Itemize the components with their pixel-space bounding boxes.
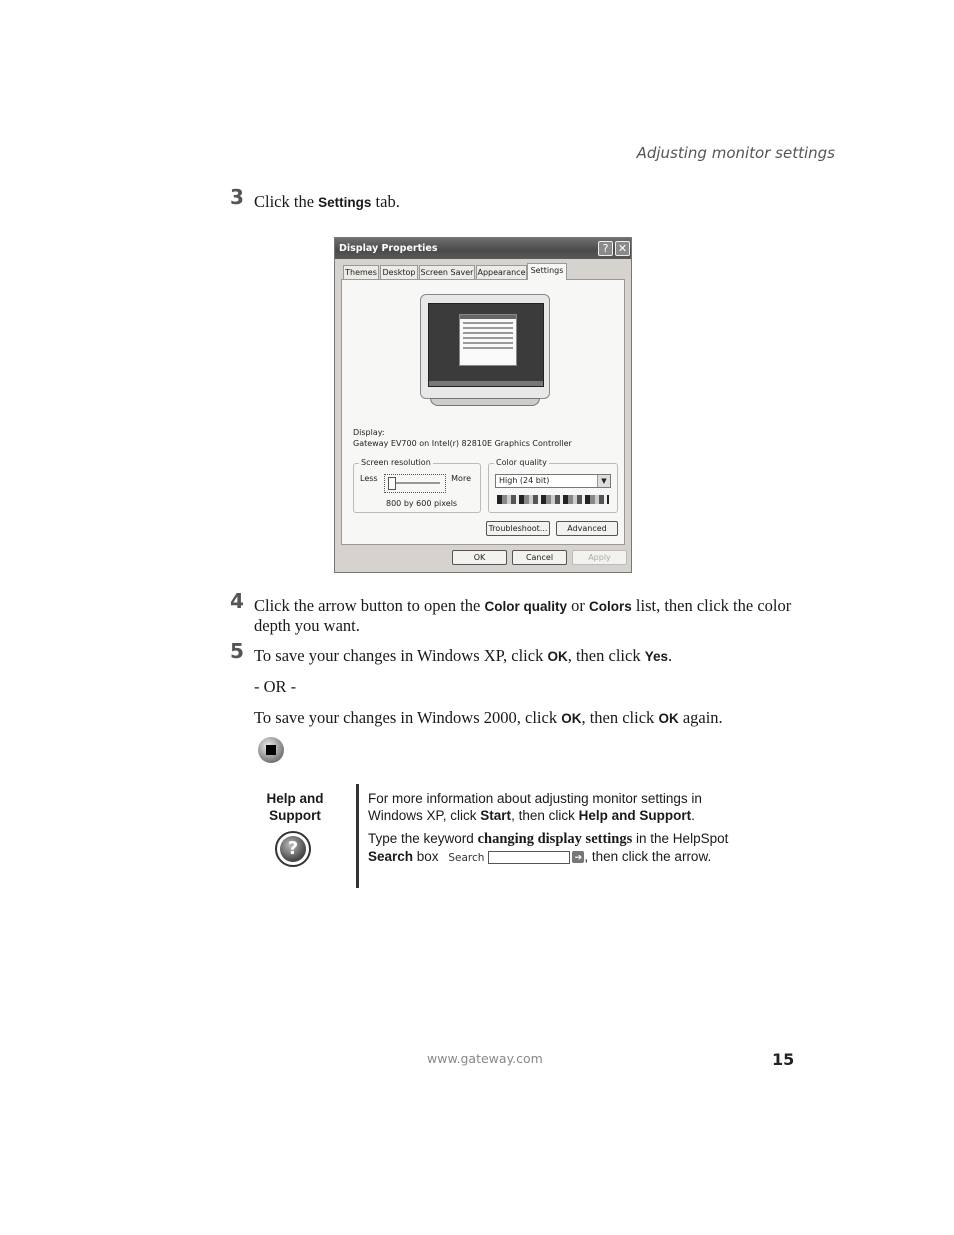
step-number: 5 <box>230 639 244 663</box>
step-text: tab. <box>371 192 400 211</box>
help-paragraph: For more information about adjusting monitor settings in Windows XP, click Start, then click Help and Support. <box>368 791 702 823</box>
resolution-slider[interactable] <box>384 474 446 493</box>
step-text: , then click <box>581 708 659 727</box>
slider-less-label: Less <box>360 474 378 483</box>
page-number: 15 <box>772 1050 795 1069</box>
color-quality-group <box>488 458 618 513</box>
divider <box>356 784 359 888</box>
slider-thumb[interactable] <box>388 477 396 490</box>
tab-screen-saver[interactable]: Screen Saver <box>419 265 475 279</box>
group-label: Screen resolution <box>361 458 431 467</box>
screen-resolution-group <box>353 458 481 513</box>
search-label: Search <box>448 852 485 864</box>
ui-label: OK <box>547 649 568 664</box>
running-header: Adjusting monitor settings <box>636 144 835 162</box>
step-number: 4 <box>230 589 244 613</box>
ui-label: OK <box>561 711 582 726</box>
tab-appearance[interactable]: Appearance <box>476 265 527 279</box>
tab-desktop[interactable]: Desktop <box>380 265 418 279</box>
settings-panel <box>341 279 625 545</box>
ui-label: Colors <box>589 599 632 614</box>
tab-themes[interactable]: Themes <box>343 265 379 279</box>
step-4 <box>230 589 800 635</box>
step-text: To save your changes in Windows XP, click <box>254 646 548 665</box>
step-3 <box>230 185 800 212</box>
slider-more-label: More <box>451 474 471 483</box>
keyword: changing display settings <box>477 831 633 847</box>
close-icon[interactable]: ✕ <box>615 241 630 256</box>
help-icon <box>275 831 311 867</box>
arrow-right-icon[interactable]: ➔ <box>572 851 584 863</box>
display-value: Gateway EV700 on Intel(r) 82810E Graphics Controller <box>353 439 572 448</box>
cancel-button[interactable]: Cancel <box>512 550 567 565</box>
step-text: or <box>567 596 590 615</box>
step-text: - OR - <box>254 677 297 696</box>
apply-button[interactable]: Apply <box>572 550 627 565</box>
preview-taskbar <box>429 381 543 386</box>
tab-settings[interactable]: Settings <box>527 263 567 280</box>
step-text: again. <box>678 708 723 727</box>
step-text: Click the arrow button to open the <box>254 596 485 615</box>
resolution-value: 800 by 600 pixels <box>386 499 458 508</box>
group-label: Color quality <box>496 458 547 467</box>
ui-label: Yes <box>644 649 668 664</box>
or-separator <box>230 677 800 696</box>
monitor-preview <box>420 294 550 399</box>
preview-window <box>459 314 517 366</box>
screen-preview <box>428 303 544 387</box>
help-body <box>368 790 738 873</box>
help-and-support-title: Help and Support <box>266 791 324 823</box>
ui-label: Settings <box>318 195 372 210</box>
step-number: 3 <box>230 185 244 209</box>
ok-button[interactable]: OK <box>452 550 507 565</box>
monitor-stand <box>430 398 540 406</box>
chevron-down-icon[interactable]: ▼ <box>597 475 610 487</box>
help-paragraph: Type the keyword changing display settings in the HelpSpot Search box Search ➔ , then click the arrow. <box>368 831 729 864</box>
troubleshoot-button[interactable]: Troubleshoot... <box>486 521 550 536</box>
display-label: Display: <box>353 428 385 437</box>
ui-label: Color quality <box>484 599 568 614</box>
step-5 <box>230 639 800 666</box>
dialog-titlebar <box>335 238 631 259</box>
advanced-button[interactable]: Advanced <box>556 521 618 536</box>
step-text: To save your changes in Windows 2000, click <box>254 708 562 727</box>
footer-url: www.gateway.com <box>427 1051 543 1066</box>
dialog-title: Display Properties <box>339 243 438 254</box>
search-input[interactable] <box>488 851 570 864</box>
ui-label: OK <box>658 711 679 726</box>
selected-value: High (24 bit) <box>499 476 550 485</box>
question-mark: ? <box>280 836 306 862</box>
display-properties-dialog <box>334 237 632 573</box>
step-text: . <box>667 646 673 665</box>
stop-icon <box>258 737 284 763</box>
step-text: , then click <box>567 646 645 665</box>
help-button[interactable]: ? <box>598 241 613 256</box>
step-text: Click the <box>254 192 319 211</box>
step-text: list, then click the color depth you want. <box>254 596 792 635</box>
color-quality-select[interactable] <box>495 474 611 488</box>
step-5-alt <box>230 708 800 728</box>
color-preview-bar <box>497 495 609 504</box>
